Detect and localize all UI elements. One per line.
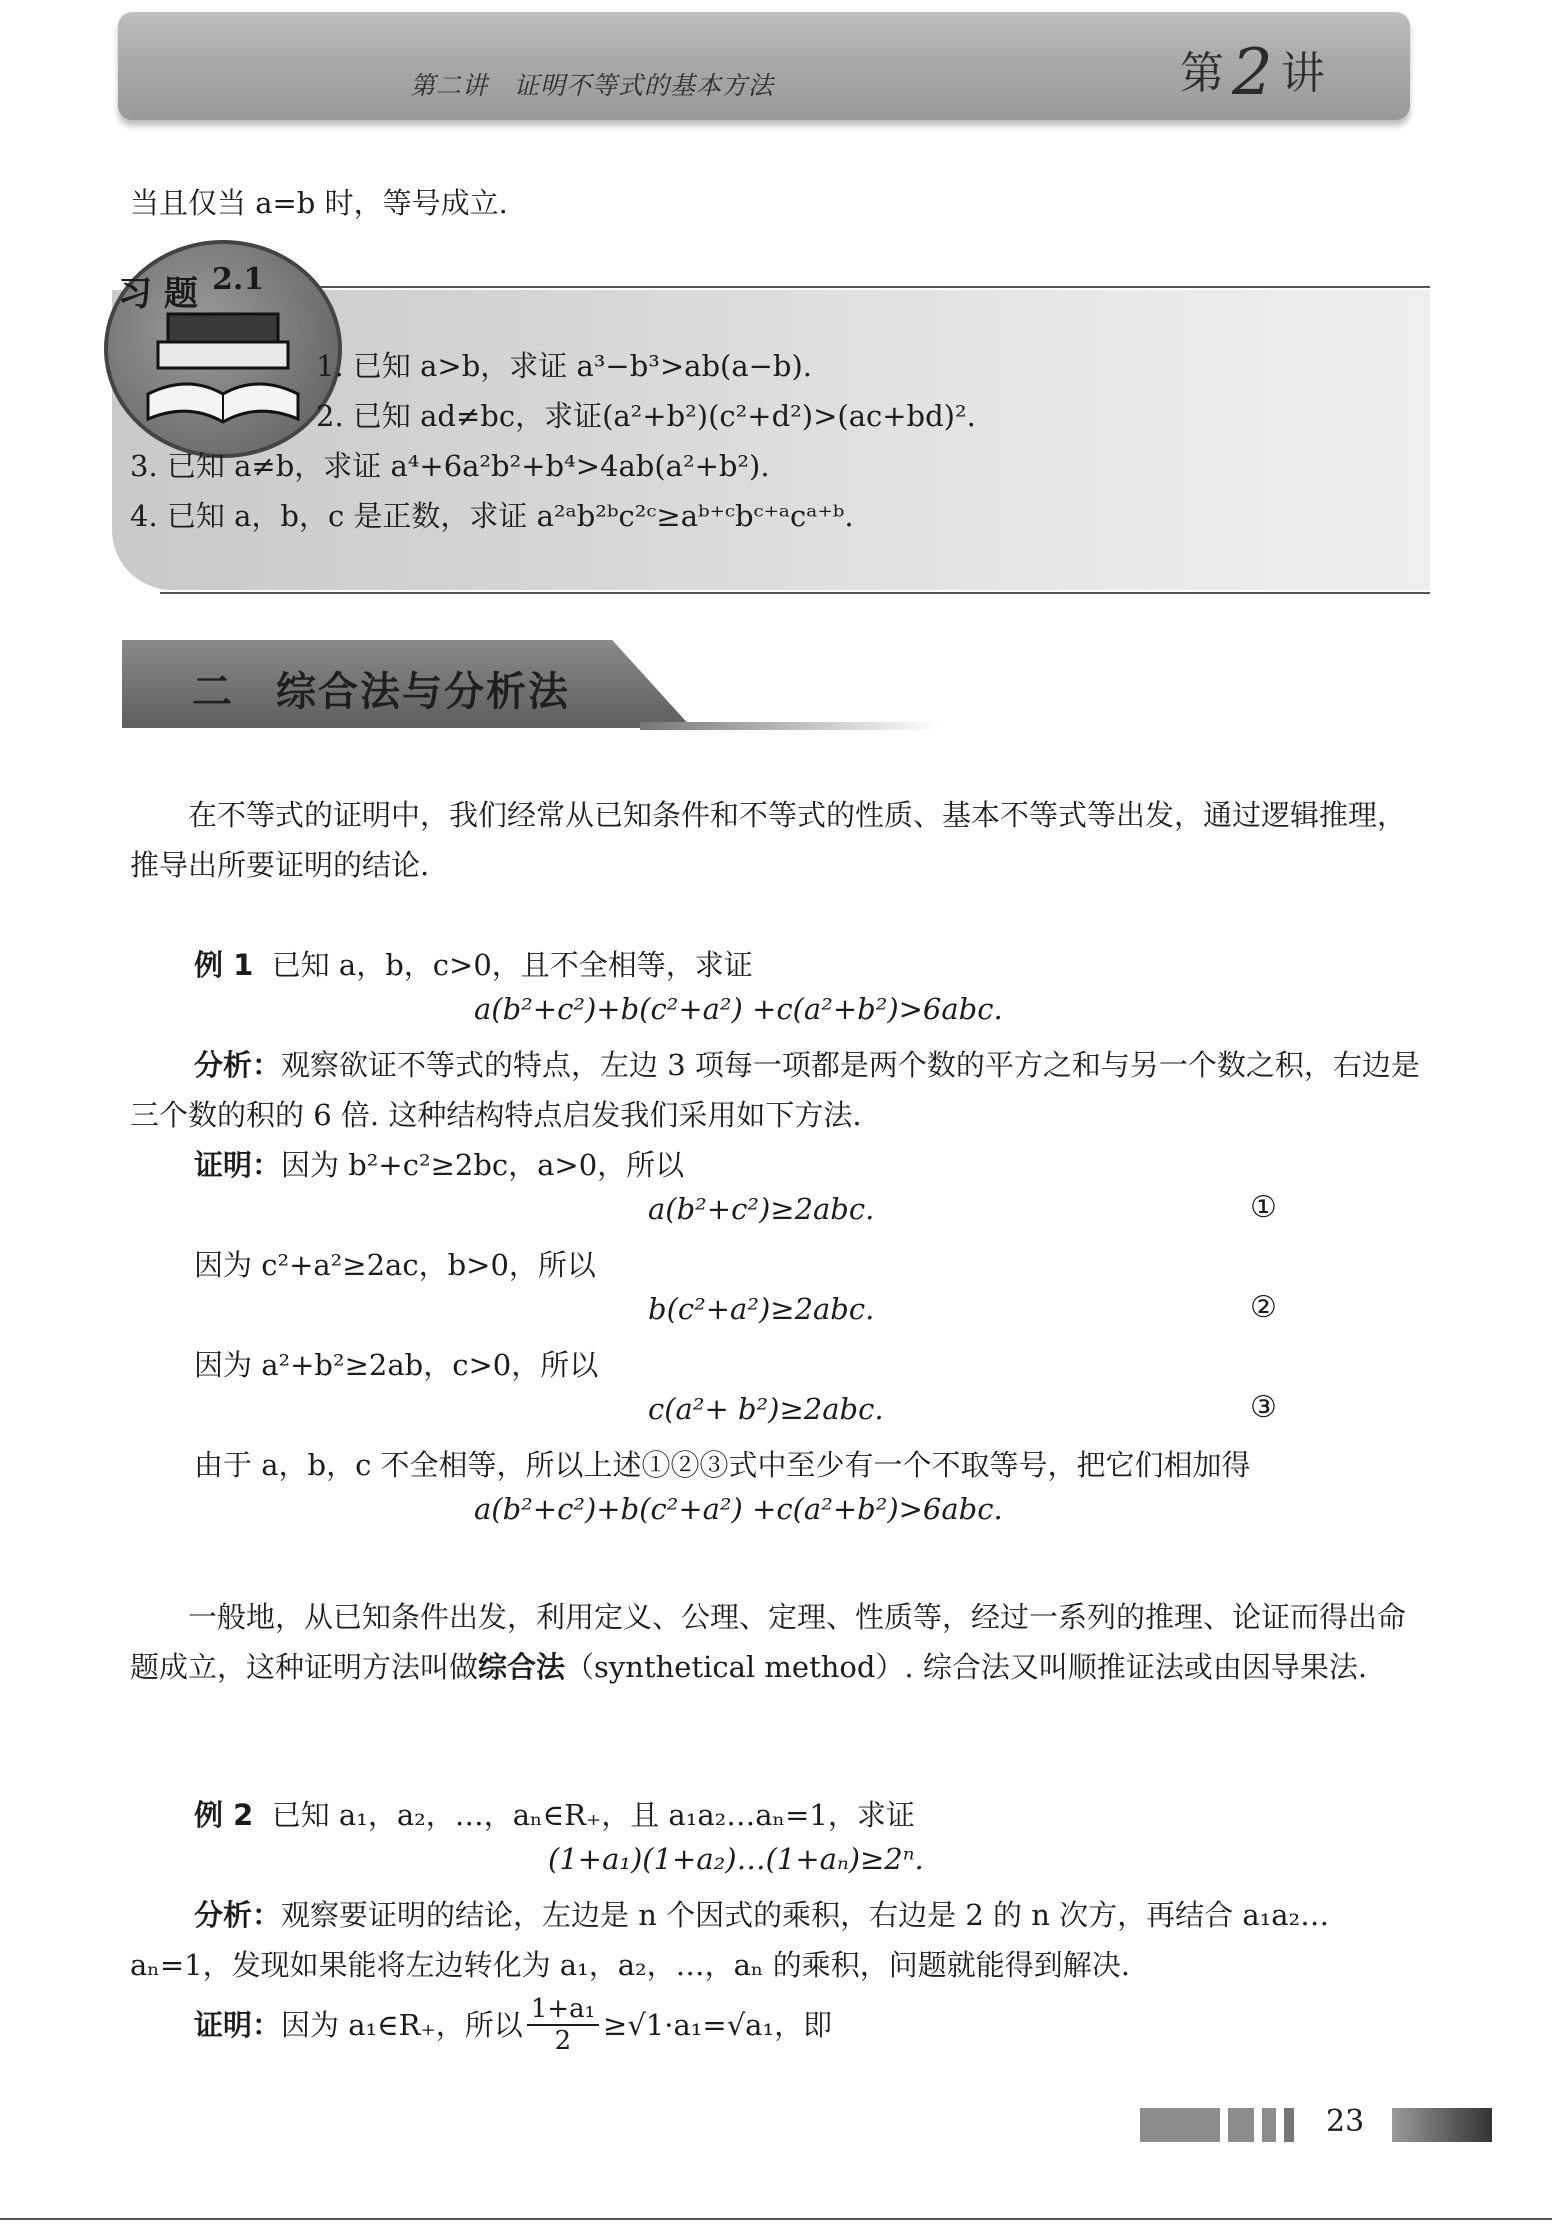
exercise-item: 4. 已知 a，b，c 是正数，求证 a²ᵃb²ᵇc²ᶜ≥aᵇ⁺ᶜbᶜ⁺ᵃcᵃ⁺ᵇ. <box>130 499 854 533</box>
example2-analysis <box>130 1890 1420 1990</box>
equation-tag-3: ③ <box>1250 1390 1277 1425</box>
exercise-badge-number: 2.1 <box>212 262 265 297</box>
fraction-denominator: 2 <box>554 2026 572 2056</box>
section-title: 二 综合法与分析法 <box>192 669 570 715</box>
example2-heading <box>194 1790 915 1840</box>
proof-line4: 由于 a，b，c 不全相等，所以上述①②③式中至少有一个不取等号，把它们相加得 <box>194 1448 1251 1482</box>
proof-pre: 因为 a₁∈R₊，所以 <box>281 2008 523 2042</box>
example2-formula: (1+a₁)(1+a₂)…(1+aₙ)≥2ⁿ. <box>548 1842 924 1876</box>
paragraph-intro: 在不等式的证明中，我们经常从已知条件和不等式的性质、基本不等式等出发，通过逻辑推理，推导出所要证明的结论. <box>130 798 1407 882</box>
example1-formula: a(b²+c²)+b(c²+a²) +c(a²+b²)>6abc. <box>474 992 1003 1026</box>
equation-2: b(c²+a²)≥2abc. <box>648 1292 875 1326</box>
exercise-item: 2. 已知 ad≠bc，求证(a²+b²)(c²+d²)>(ac+bd)². <box>316 399 976 433</box>
exercise-item: 1. 已知 a>b，求证 a³−b³>ab(a−b). <box>316 349 813 383</box>
exercise-badge-label: 习 题 <box>118 274 198 314</box>
bottom-rule <box>0 2218 1552 2220</box>
example1-analysis <box>130 1040 1420 1140</box>
proof-label: 证明： <box>194 2008 282 2042</box>
example2-label: 例 2 <box>194 1798 254 1832</box>
paragraph2-part2: （synthetical method）. 综合法又叫顺推证法或由因导果法. <box>565 1650 1368 1684</box>
proof-post: ≥√1·a₁=√a₁，即 <box>603 2008 833 2042</box>
analysis-label: 分析： <box>194 1898 282 1932</box>
footer-bar <box>1140 2108 1220 2142</box>
proof-label: 证明： <box>194 1148 282 1182</box>
analysis-label: 分析： <box>194 1048 282 1082</box>
example2-statement: 已知 a₁，a₂，…，aₙ∈R₊，且 a₁a₂…aₙ=1，求证 <box>271 1798 915 1832</box>
footer-bar <box>1392 2108 1492 2142</box>
term-synthetical-method: 综合法 <box>478 1650 566 1684</box>
exercise-bottom-rule <box>160 592 1430 594</box>
analysis-text: 观察欲证不等式的特点，左边 3 项每一项都是两个数的平方之和与另一个数之积，右边是三个数的积的 6 倍. 这种结构特点启发我们采用如下方法. <box>130 1048 1420 1132</box>
footer-bar <box>1284 2108 1294 2142</box>
example1-proof-line <box>194 1140 684 1190</box>
proof-line1: 因为 b²+c²≥2bc，a>0，所以 <box>281 1148 685 1182</box>
chapter-suffix: 讲 <box>1280 48 1333 99</box>
exercise-item: 3. 已知 a≠b，求证 a⁴+6a²b²+b⁴>4ab(a²+b²). <box>130 449 770 483</box>
paragraph2-part1: 一般地，从已知条件出发，利用定义、公理、定理、性质等，经过一系列的推理、论证而得出命题成立，这种证明方法叫做 <box>130 1600 1407 1684</box>
example1-heading <box>194 940 753 990</box>
intro-line: 当且仅当 a=b 时，等号成立. <box>130 186 508 220</box>
paragraph-synthetical <box>130 1592 1420 1692</box>
chapter-marker <box>1180 30 1333 110</box>
exercise-top-rule <box>300 286 1430 288</box>
footer-bar <box>1228 2108 1254 2142</box>
fraction <box>527 1994 599 2056</box>
equation-3: c(a²+ b²)≥2abc. <box>648 1392 884 1426</box>
equation-1: a(b²+c²)≥2abc. <box>648 1192 875 1226</box>
analysis-text: 观察要证明的结论，左边是 n 个因式的乘积，右边是 2 的 n 次方，再结合 a₁a₂…aₙ=1，发现如果能将左边转化为 a₁，a₂，…，aₙ 的乘积，问题就能得到解决. <box>130 1898 1330 1982</box>
example2-proof-line <box>194 1994 832 2056</box>
equation-tag-1: ① <box>1250 1190 1277 1225</box>
proof-line3: 因为 a²+b²≥2ab，c>0，所以 <box>194 1348 599 1382</box>
fraction-numerator: 1+a₁ <box>527 1994 599 2026</box>
footer-bar <box>1262 2108 1276 2142</box>
example1-statement: 已知 a，b，c>0，且不全相等，求证 <box>271 948 753 982</box>
header-title: 第二讲 证明不等式的基本方法 <box>410 71 775 100</box>
example1-final-formula: a(b²+c²)+b(c²+a²) +c(a²+b²)>6abc. <box>474 1492 1003 1526</box>
proof-line2: 因为 c²+a²≥2ac，b>0，所以 <box>194 1248 596 1282</box>
chapter-prefix: 第 <box>1180 48 1232 99</box>
example1-label: 例 1 <box>194 948 254 982</box>
equation-tag-2: ② <box>1250 1290 1277 1325</box>
page-number: 23 <box>1326 2104 1365 2139</box>
chapter-number: 2 <box>1232 36 1281 110</box>
section-banner-trail <box>640 722 940 730</box>
